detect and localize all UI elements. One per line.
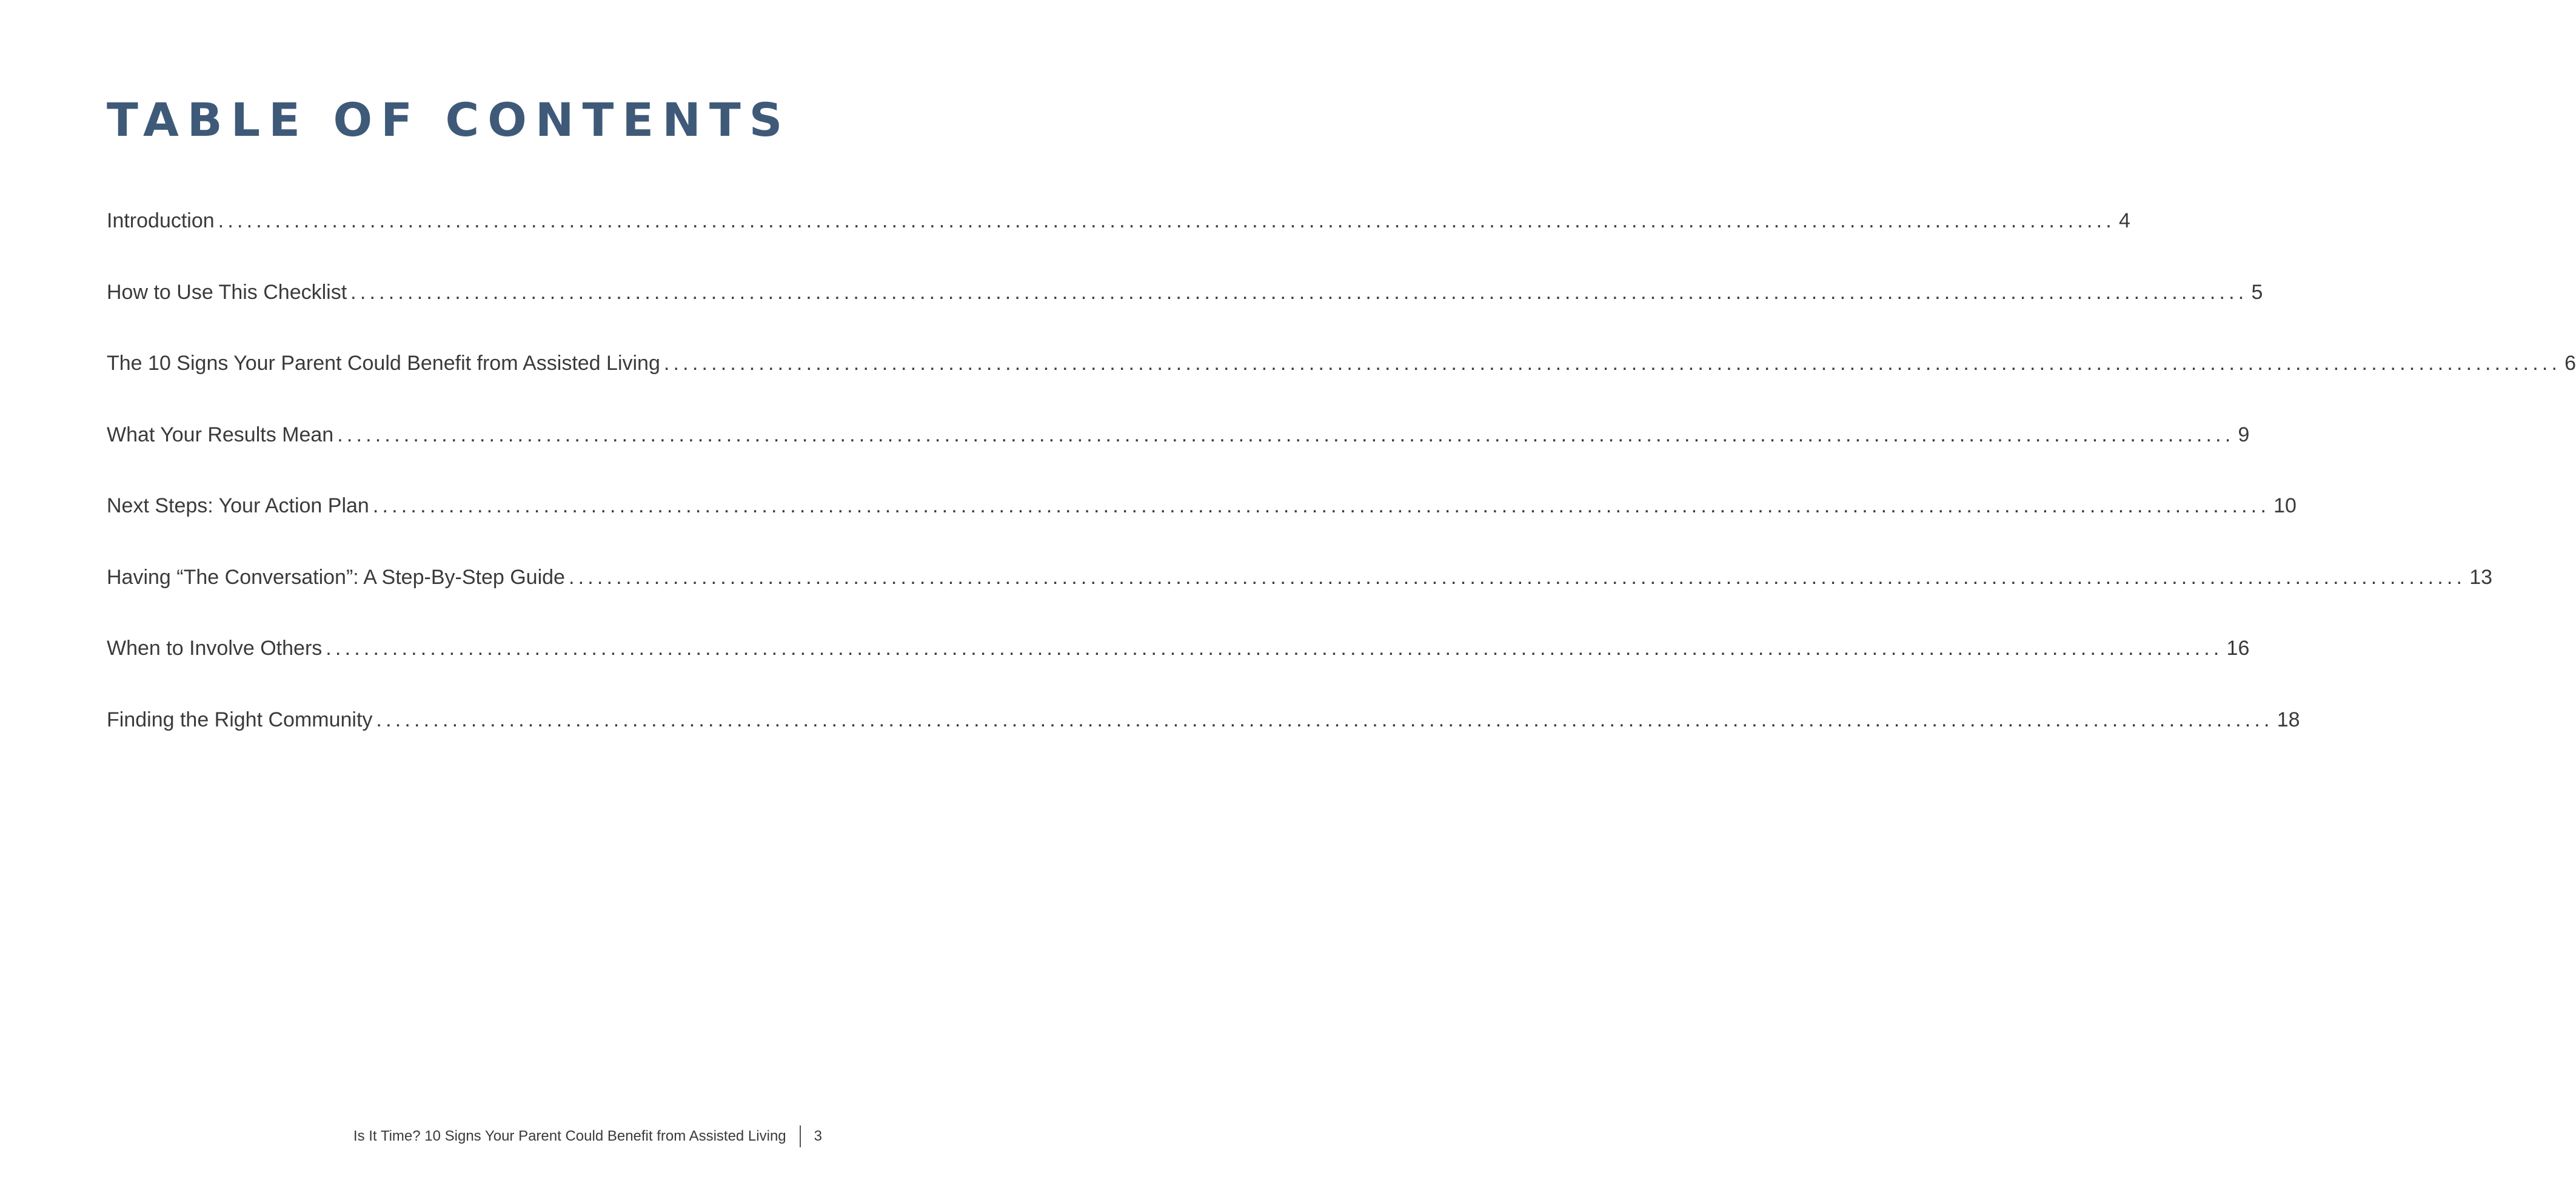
- toc-entry[interactable]: [107, 208, 2130, 280]
- dot-leader: ........................................................................................................................................................................................................: [663, 352, 2561, 375]
- toc-entry-page[interactable]: 16: [2226, 637, 2250, 660]
- toc-entry-page[interactable]: 10: [2273, 494, 2297, 517]
- toc-entry-label[interactable]: How to Use This Checklist: [107, 280, 347, 304]
- page-title: TABLE OF CONTENTS: [107, 93, 791, 147]
- footer-page-number: 3: [814, 1128, 822, 1144]
- toc-entry-label[interactable]: The 10 Signs Your Parent Could Benefit from Assisted Living: [107, 352, 660, 375]
- toc-entry-label[interactable]: Introduction: [107, 209, 215, 232]
- dot-leader: ........................................................................................................................................................................................................: [337, 423, 2235, 446]
- toc-entry-page[interactable]: 9: [2238, 423, 2250, 446]
- toc-entry-page[interactable]: 13: [2469, 565, 2493, 589]
- footer-document-title: Is It Time? 10 Signs Your Parent Could Benefit from Assisted Living: [353, 1128, 786, 1144]
- dot-leader: ........................................................................................................................................................................................................: [326, 637, 2223, 660]
- table-of-contents: [107, 208, 2576, 778]
- toc-entry[interactable]: [107, 350, 2576, 422]
- toc-entry-page[interactable]: 4: [2118, 209, 2130, 232]
- toc-entry[interactable]: [107, 635, 2250, 707]
- toc-entry[interactable]: [107, 422, 2250, 494]
- toc-entry-label[interactable]: Finding the Right Community: [107, 708, 373, 731]
- toc-entry[interactable]: [107, 707, 2300, 779]
- dot-leader: ........................................................................................................................................................................................................: [568, 565, 2466, 589]
- toc-entry-label[interactable]: What Your Results Mean: [107, 423, 334, 446]
- footer-divider: [800, 1125, 801, 1147]
- toc-entry-label[interactable]: Next Steps: Your Action Plan: [107, 494, 369, 517]
- toc-entry-page[interactable]: 5: [2251, 280, 2263, 304]
- toc-entry-label[interactable]: When to Involve Others: [107, 637, 323, 660]
- toc-entry[interactable]: [107, 493, 2297, 565]
- dot-leader: ........................................................................................................................................................................................................: [350, 280, 2248, 304]
- dot-leader: ........................................................................................................................................................................................................: [372, 494, 2270, 517]
- toc-entry-page[interactable]: 18: [2277, 708, 2300, 731]
- dot-leader: ........................................................................................................................................................................................................: [376, 708, 2273, 731]
- toc-entry-label[interactable]: Having “The Conversation”: A Step-By-Step Guide: [107, 565, 565, 589]
- dot-leader: ........................................................................................................................................................................................................: [218, 209, 2115, 232]
- page-footer: [353, 1125, 822, 1147]
- toc-entry-page[interactable]: 6: [2564, 352, 2576, 375]
- toc-entry[interactable]: [107, 280, 2263, 351]
- toc-entry[interactable]: [107, 565, 2493, 636]
